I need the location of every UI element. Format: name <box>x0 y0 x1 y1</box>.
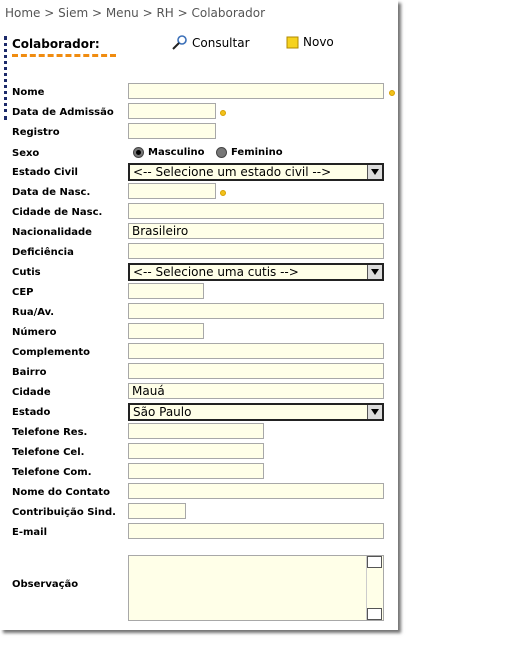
observacao-textarea[interactable] <box>128 555 384 621</box>
bairro-input[interactable] <box>128 363 384 379</box>
estado-value: São Paulo <box>133 405 192 419</box>
estado-civil-value: <-- Selecione um estado civil --> <box>133 165 332 179</box>
label-telefone-res: Telefone Res. <box>12 427 88 438</box>
cidade-input[interactable]: Mauá <box>128 383 384 399</box>
label-contribuicao: Contribuição Sind. <box>12 507 116 518</box>
dropdown-arrow-icon[interactable] <box>367 265 382 279</box>
estado-civil-select[interactable] <box>128 163 384 181</box>
masculino-label: Masculino <box>148 147 205 158</box>
cutis-select[interactable] <box>128 263 384 281</box>
required-indicator <box>220 110 226 116</box>
new-document-icon <box>286 36 299 49</box>
search-icon <box>171 35 188 50</box>
complemento-input[interactable] <box>128 343 384 359</box>
cutis-value: <-- Selecione uma cutis --> <box>133 265 299 279</box>
breadcrumb: Home > Siem > Menu > RH > Colaborador <box>5 6 266 20</box>
label-data-admissao: Data de Admissão <box>12 107 114 118</box>
nacionalidade-input[interactable]: Brasileiro <box>128 223 384 239</box>
label-cidade-nasc: Cidade de Nasc. <box>12 207 103 218</box>
required-indicator <box>220 190 226 196</box>
sexo-masculino-radio[interactable] <box>133 147 205 158</box>
label-rua: Rua/Av. <box>12 307 55 318</box>
label-cep: CEP <box>12 287 34 298</box>
nome-contato-input[interactable] <box>128 483 384 499</box>
label-sexo: Sexo <box>12 148 40 159</box>
scroll-down-button[interactable] <box>367 608 382 620</box>
label-deficiencia: Deficiência <box>12 247 74 258</box>
label-data-nasc: Data de Nasc. <box>12 187 91 198</box>
telefone-com-input[interactable] <box>128 463 264 479</box>
label-complemento: Complemento <box>12 347 90 358</box>
textarea-scrollbar[interactable] <box>366 556 383 620</box>
sexo-feminino-radio[interactable] <box>216 147 283 158</box>
label-cidade: Cidade <box>12 387 51 398</box>
label-nome-contato: Nome do Contato <box>12 487 110 498</box>
data-nasc-input[interactable] <box>128 183 216 199</box>
feminino-label: Feminino <box>231 147 283 158</box>
radio-unselected-icon <box>216 147 227 158</box>
label-email: E-mail <box>12 527 48 538</box>
label-registro: Registro <box>12 127 60 138</box>
data-admissao-input[interactable] <box>128 103 216 119</box>
contribuicao-input[interactable] <box>128 503 186 519</box>
label-nacionalidade: Nacionalidade <box>12 227 92 238</box>
email-input[interactable] <box>128 523 384 539</box>
dropdown-arrow-icon[interactable] <box>367 165 382 179</box>
rua-input[interactable] <box>128 303 384 319</box>
deficiencia-input[interactable] <box>128 243 384 259</box>
required-indicator <box>389 90 395 96</box>
label-observacao: Observação <box>12 579 79 590</box>
consultar-label: Consultar <box>192 35 250 50</box>
telefone-cel-input[interactable] <box>128 443 264 459</box>
dropdown-arrow-icon[interactable] <box>367 405 382 419</box>
page-title: Colaborador: <box>12 37 100 51</box>
label-estado-civil: Estado Civil <box>12 167 78 178</box>
label-bairro: Bairro <box>12 367 47 378</box>
cep-input[interactable] <box>128 283 204 299</box>
novo-label: Novo <box>303 35 334 49</box>
title-underline <box>12 54 116 57</box>
left-dotted-border <box>4 36 7 120</box>
scroll-up-button[interactable] <box>367 556 382 568</box>
numero-input[interactable] <box>128 323 204 339</box>
label-numero: Número <box>12 327 57 338</box>
label-estado: Estado <box>12 407 51 418</box>
estado-select[interactable] <box>128 403 384 421</box>
radio-selected-icon <box>133 147 144 158</box>
consultar-button[interactable] <box>171 35 250 50</box>
label-telefone-cel: Telefone Cel. <box>12 447 85 458</box>
registro-input[interactable] <box>128 123 216 139</box>
cidade-nasc-input[interactable] <box>128 203 384 219</box>
label-telefone-com: Telefone Com. <box>12 467 92 478</box>
label-nome: Nome <box>12 87 45 98</box>
label-cutis: Cutis <box>12 267 41 278</box>
telefone-res-input[interactable] <box>128 423 264 439</box>
novo-button[interactable] <box>286 35 334 49</box>
nome-input[interactable] <box>128 83 384 99</box>
